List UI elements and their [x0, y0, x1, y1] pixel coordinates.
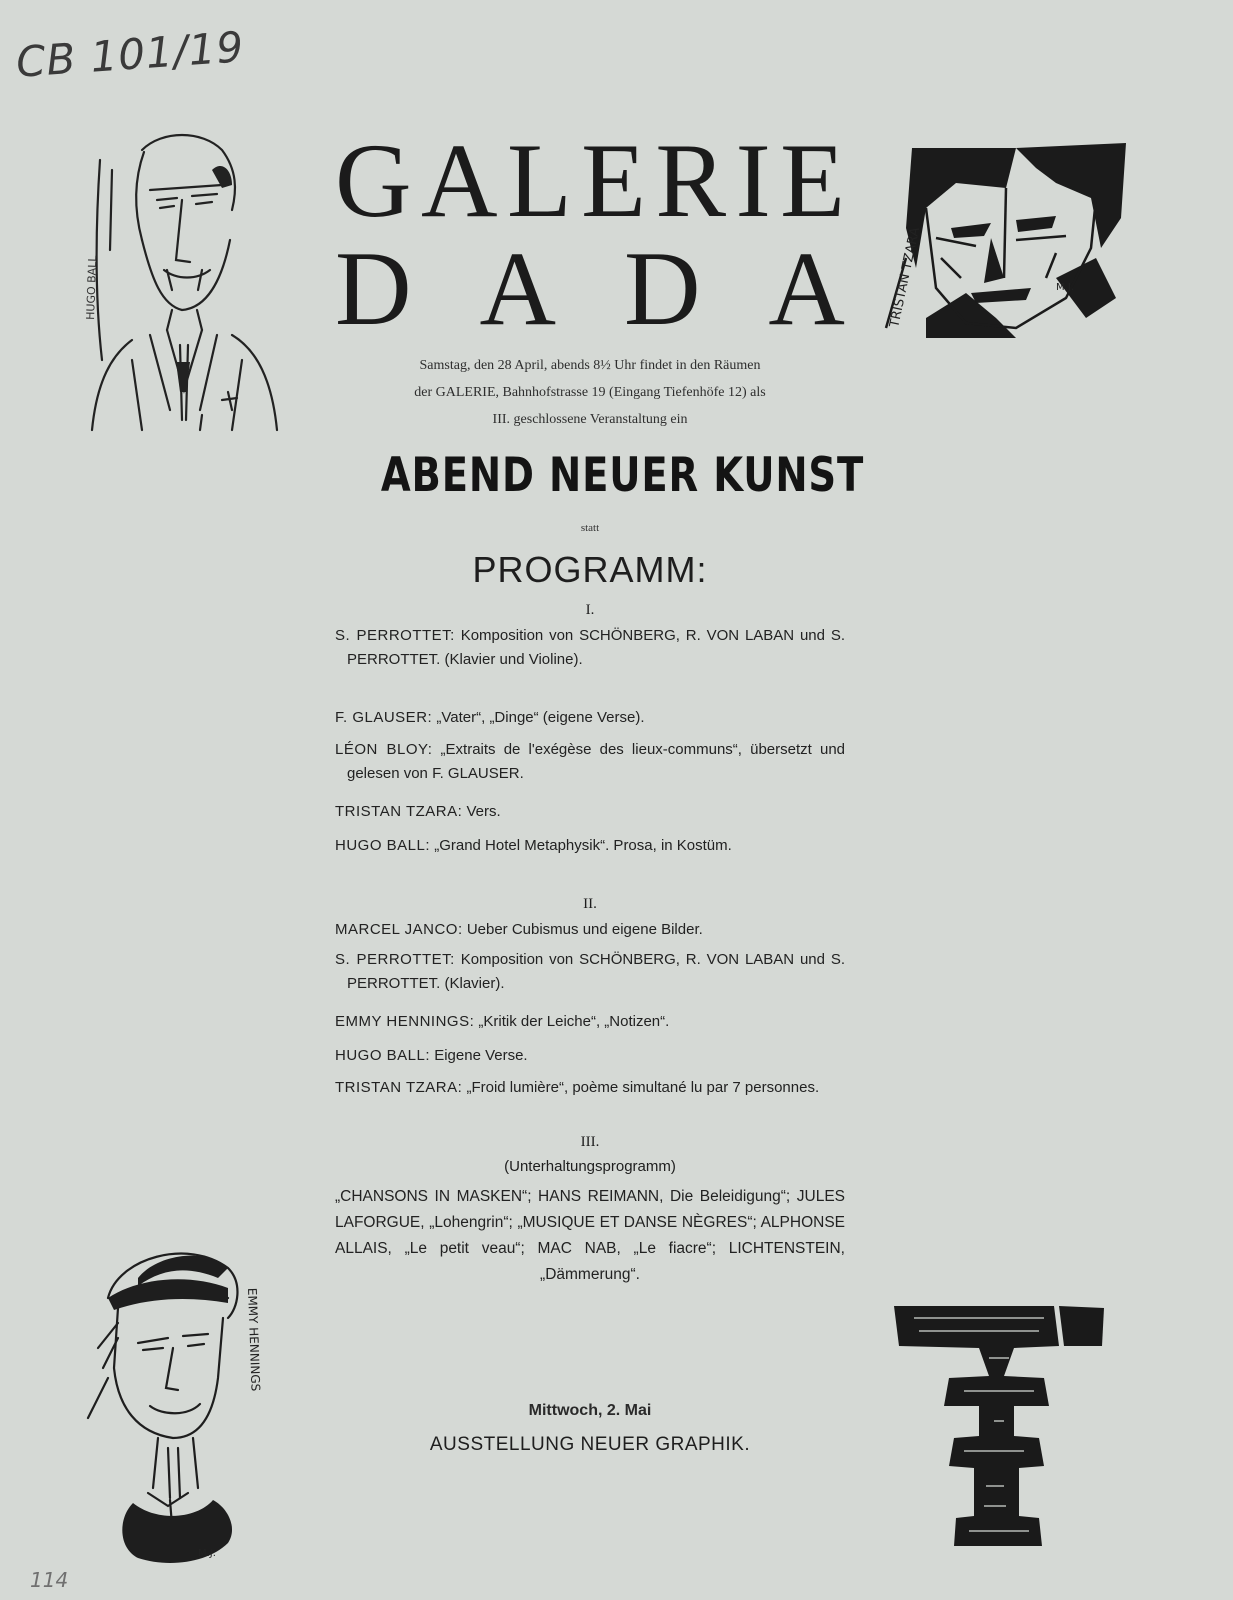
headline-abend-neuer-kunst: ABEND NEUER KUNST — [380, 448, 865, 503]
program-entry: TRISTAN TZARA: „Froid lumière“, poème simultané lu par 7 personnes. — [335, 1079, 820, 1096]
section-numeral-3: III. — [580, 1134, 600, 1150]
svg-text:HUGO BALL: HUGO BALL — [84, 255, 100, 321]
portrait-tristan-tzara-icon — [866, 128, 1156, 343]
chansons-text: „CHANSONS IN MASKEN“; HANS REIMANN, Die Beleidigung“; JULES LAFORGUE, „Lohengrin“; „MUSIQUE ET DANSE NÈGRES“; ALPHONSE ALLAIS, „Le petit veau“; MAC NAB, „Le fiacre“; LICHTENSTEIN, „Dämmerung“. — [335, 1188, 845, 1283]
program-entry: MARCEL JANCO: Ueber Cubismus und eigene Bilder. — [335, 921, 703, 938]
portrait-hugo-ball-icon — [72, 130, 292, 440]
program-entry: F. GLAUSER: „Vater“, „Dinge“ (eigene Verse). — [335, 709, 645, 726]
program-entry: S. PERROTTET: Komposition von SCHÖNBERG, R. VON LABAN und S. PERROTTET. (Klavier und Violine). — [335, 627, 845, 668]
intro-text: Samstag, den 28 April, abends 8½ Uhr findet in den Räumen der GALERIE, Bahnhofstrasse 19 (Eingang Tiefenhöfe 12) als III. geschlossene Veranstaltung ein — [414, 358, 766, 427]
svg-text:TRISTAN TZARA: TRISTAN TZARA — [887, 226, 924, 329]
section-numeral-2: II. — [583, 896, 597, 912]
footer-exhibition: AUSSTELLUNG NEUER GRAPHIK. — [429, 1434, 751, 1455]
sculpture-woodcut-icon — [894, 1306, 1104, 1546]
title-galerie: G A L E R I E — [335, 122, 845, 239]
unterhaltungsprogramm-label: (Unterhaltungsprogramm) — [504, 1158, 676, 1175]
portrait-emmy-hennings-icon — [78, 1238, 294, 1568]
svg-text:M.J.: M.J. — [1056, 282, 1074, 293]
svg-text:M.J.: M.J. — [198, 1548, 216, 1559]
page-number: 114 — [30, 1568, 69, 1592]
section-numeral-1: I. — [585, 602, 595, 618]
program-entry: S. PERROTTET: Komposition von SCHÖNBERG, R. VON LABAN und S. PERROTTET. (Klavier). — [335, 951, 845, 992]
footer-date: Mittwoch, 2. Mai — [528, 1402, 652, 1419]
title-dada: D A D A — [335, 230, 845, 347]
program-entry: TRISTAN TZARA: Vers. — [335, 803, 501, 820]
program-entry: LÉON BLOY: „Extraits de l'exégèse des lieux-communs“, übersetzt und gelesen von F. GLAUSER. — [335, 741, 845, 782]
program-entry: HUGO BALL: „Grand Hotel Metaphysik“. Prosa, in Kostüm. — [335, 837, 732, 854]
statt-word: statt — [580, 522, 600, 534]
programm-heading: PROGRAMM: — [472, 549, 708, 590]
archive-mark: CB 101/19 — [14, 22, 246, 87]
program-entry: EMMY HENNINGS: „Kritik der Leiche“, „Notizen“. — [335, 1013, 670, 1030]
svg-text:EMMY HENNINGS: EMMY HENNINGS — [245, 1287, 263, 1392]
program-entry: HUGO BALL: Eigene Verse. — [335, 1047, 528, 1064]
